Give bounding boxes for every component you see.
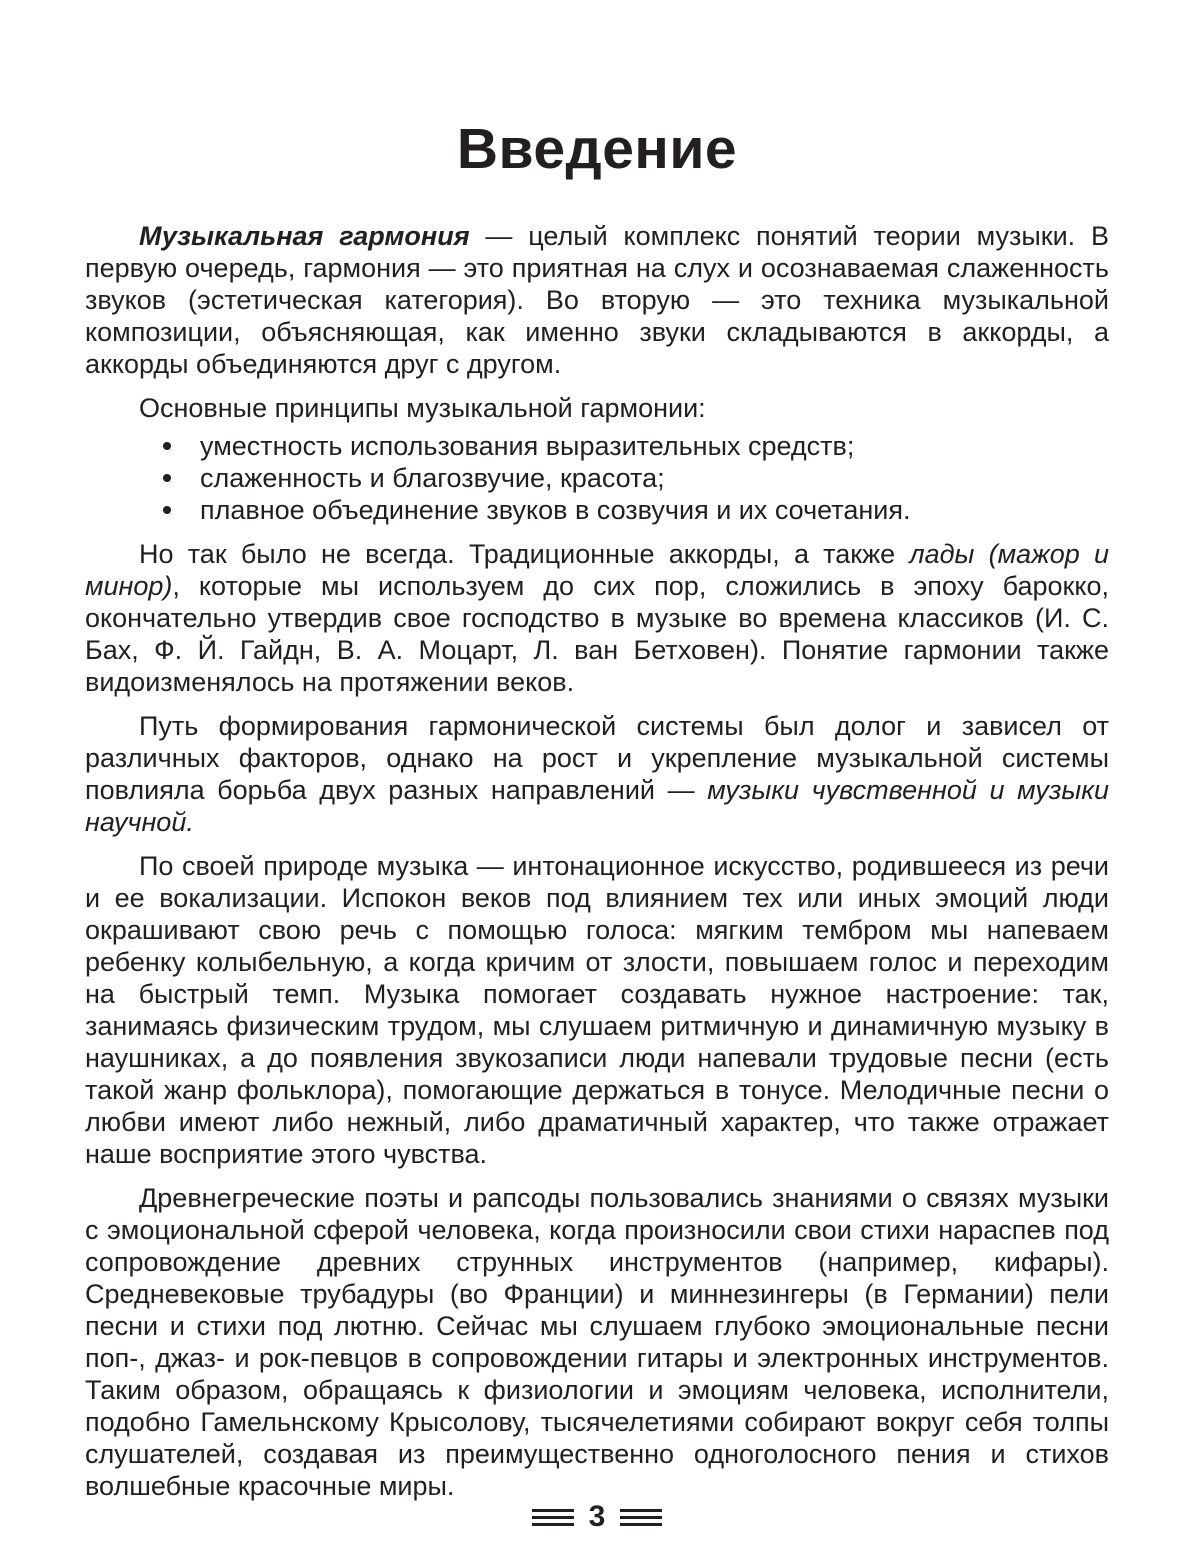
ornament-line (620, 1523, 662, 1526)
paragraph (85, 1182, 1109, 1502)
text-run: лады (мажор и минор) (85, 539, 1109, 601)
text-run: Путь формирования гармонической системы был долог и зависел от различных факторов, однако на рост и укрепление музыкальной системы повлияла борьба двух разных направлений — (85, 711, 1109, 805)
bullet-icon (163, 474, 171, 482)
text-run: По своей природе музыка — интонационное искусство, родившееся из речи и ее вокализации. Испокон веков под влиянием тех или иных эмоций люди окрашивают свою речь с помощью голоса: мягким тембром мы напеваем ребенку колыбельную, а когда кричим от злости, повышаем голос и переходим на быстрый темп. Музыка помогает создавать нужное настроение: так, занимаясь физическим трудом, мы слушаем ритмичную и динамичную музыку в наушниках, а до появления звукозаписи люди напевали трудовые песни (есть такой жанр фольклора), помогающие держаться в тонусе. Мелодичные песни о любви имеют либо нежный, либо драматичный характер, что также отражает наше восприятие этого чувства. (85, 851, 1109, 1169)
text-run: , которые мы используем до сих пор, сложились в эпоху барокко, окончательно утвердив свое господство в музыке во времена классиков (И. С. Бах, Ф. Й. Гайдн, В. А. Моцарт, Л. ван Бетховен). Понятие гармонии также видоизменялось на протяжении веков. (85, 571, 1109, 697)
bullet-list (85, 430, 1109, 526)
bullet-item (163, 494, 1109, 526)
text-run: Музыкальная гармония (139, 221, 470, 251)
text-run: музыки чувственной и музыки научной. (85, 775, 1110, 837)
footer-ornament-left (532, 1509, 574, 1526)
bullet-text: уместность использования выразительных средств; (200, 431, 855, 461)
page-number: 3 (588, 1500, 606, 1533)
page-title: Введение (456, 117, 738, 181)
text-run: Древнегреческие поэты и рапсоды пользовались знаниями о связях музыки с эмоциональной сферой человека, когда произносили свои стихи нараспев под сопровождение древних струнных инструментов (например, кифары). Средневековые трубадуры (во Франции) и миннезингеры (в Германии) пели песни и стихи под лютню. Сейчас мы слушаем глубоко эмоциональные песни поп-, джаз- и рок-певцов в сопровождении гитары и электронных инструментов. Таким образом, обращаясь к физиологии и эмоциям человека, исполнители, подобно Гамельнскому Крысолову, тысячелетиями собирают вокруг себя толпы слушателей, создавая из преимущественно одноголосного пения и стихов волшебные красочные миры. (85, 1183, 1109, 1501)
ornament-line (620, 1516, 662, 1519)
page-footer (85, 1502, 1109, 1532)
text-run: — целый комплекс понятий теории музыки. В первую очередь, гармония — это приятная на слух и осознаваемая слаженность звуков (эстетическая категория). Во вторую — это техника музыкальной композиции, объясняющая, как именно звуки складываются в аккорды, а аккорды объединяются друг с другом. (85, 221, 1109, 379)
ornament-line (620, 1509, 662, 1512)
paragraph (85, 220, 1109, 380)
bullet-icon (163, 442, 171, 450)
bullet-icon (163, 506, 171, 514)
paragraph (85, 850, 1109, 1170)
text-run: Основные принципы музыкальной гармонии: (139, 393, 706, 423)
document-body (85, 208, 1109, 1502)
ornament-line (532, 1516, 574, 1519)
ornament-line (532, 1509, 574, 1512)
paragraph (85, 538, 1109, 698)
text-run: Но так было не всегда. Традиционные аккорды, а также (139, 539, 910, 569)
ornament-line (532, 1523, 574, 1526)
bullet-text: слаженность и благозвучие, красота; (200, 463, 665, 493)
bullet-item (163, 462, 1109, 494)
paragraph (85, 710, 1109, 838)
bullet-text: плавное объединение звуков в созвучия и их сочетания. (200, 495, 911, 525)
footer-ornament-right (620, 1509, 662, 1526)
paragraph (85, 392, 1109, 424)
bullet-item (163, 430, 1109, 462)
